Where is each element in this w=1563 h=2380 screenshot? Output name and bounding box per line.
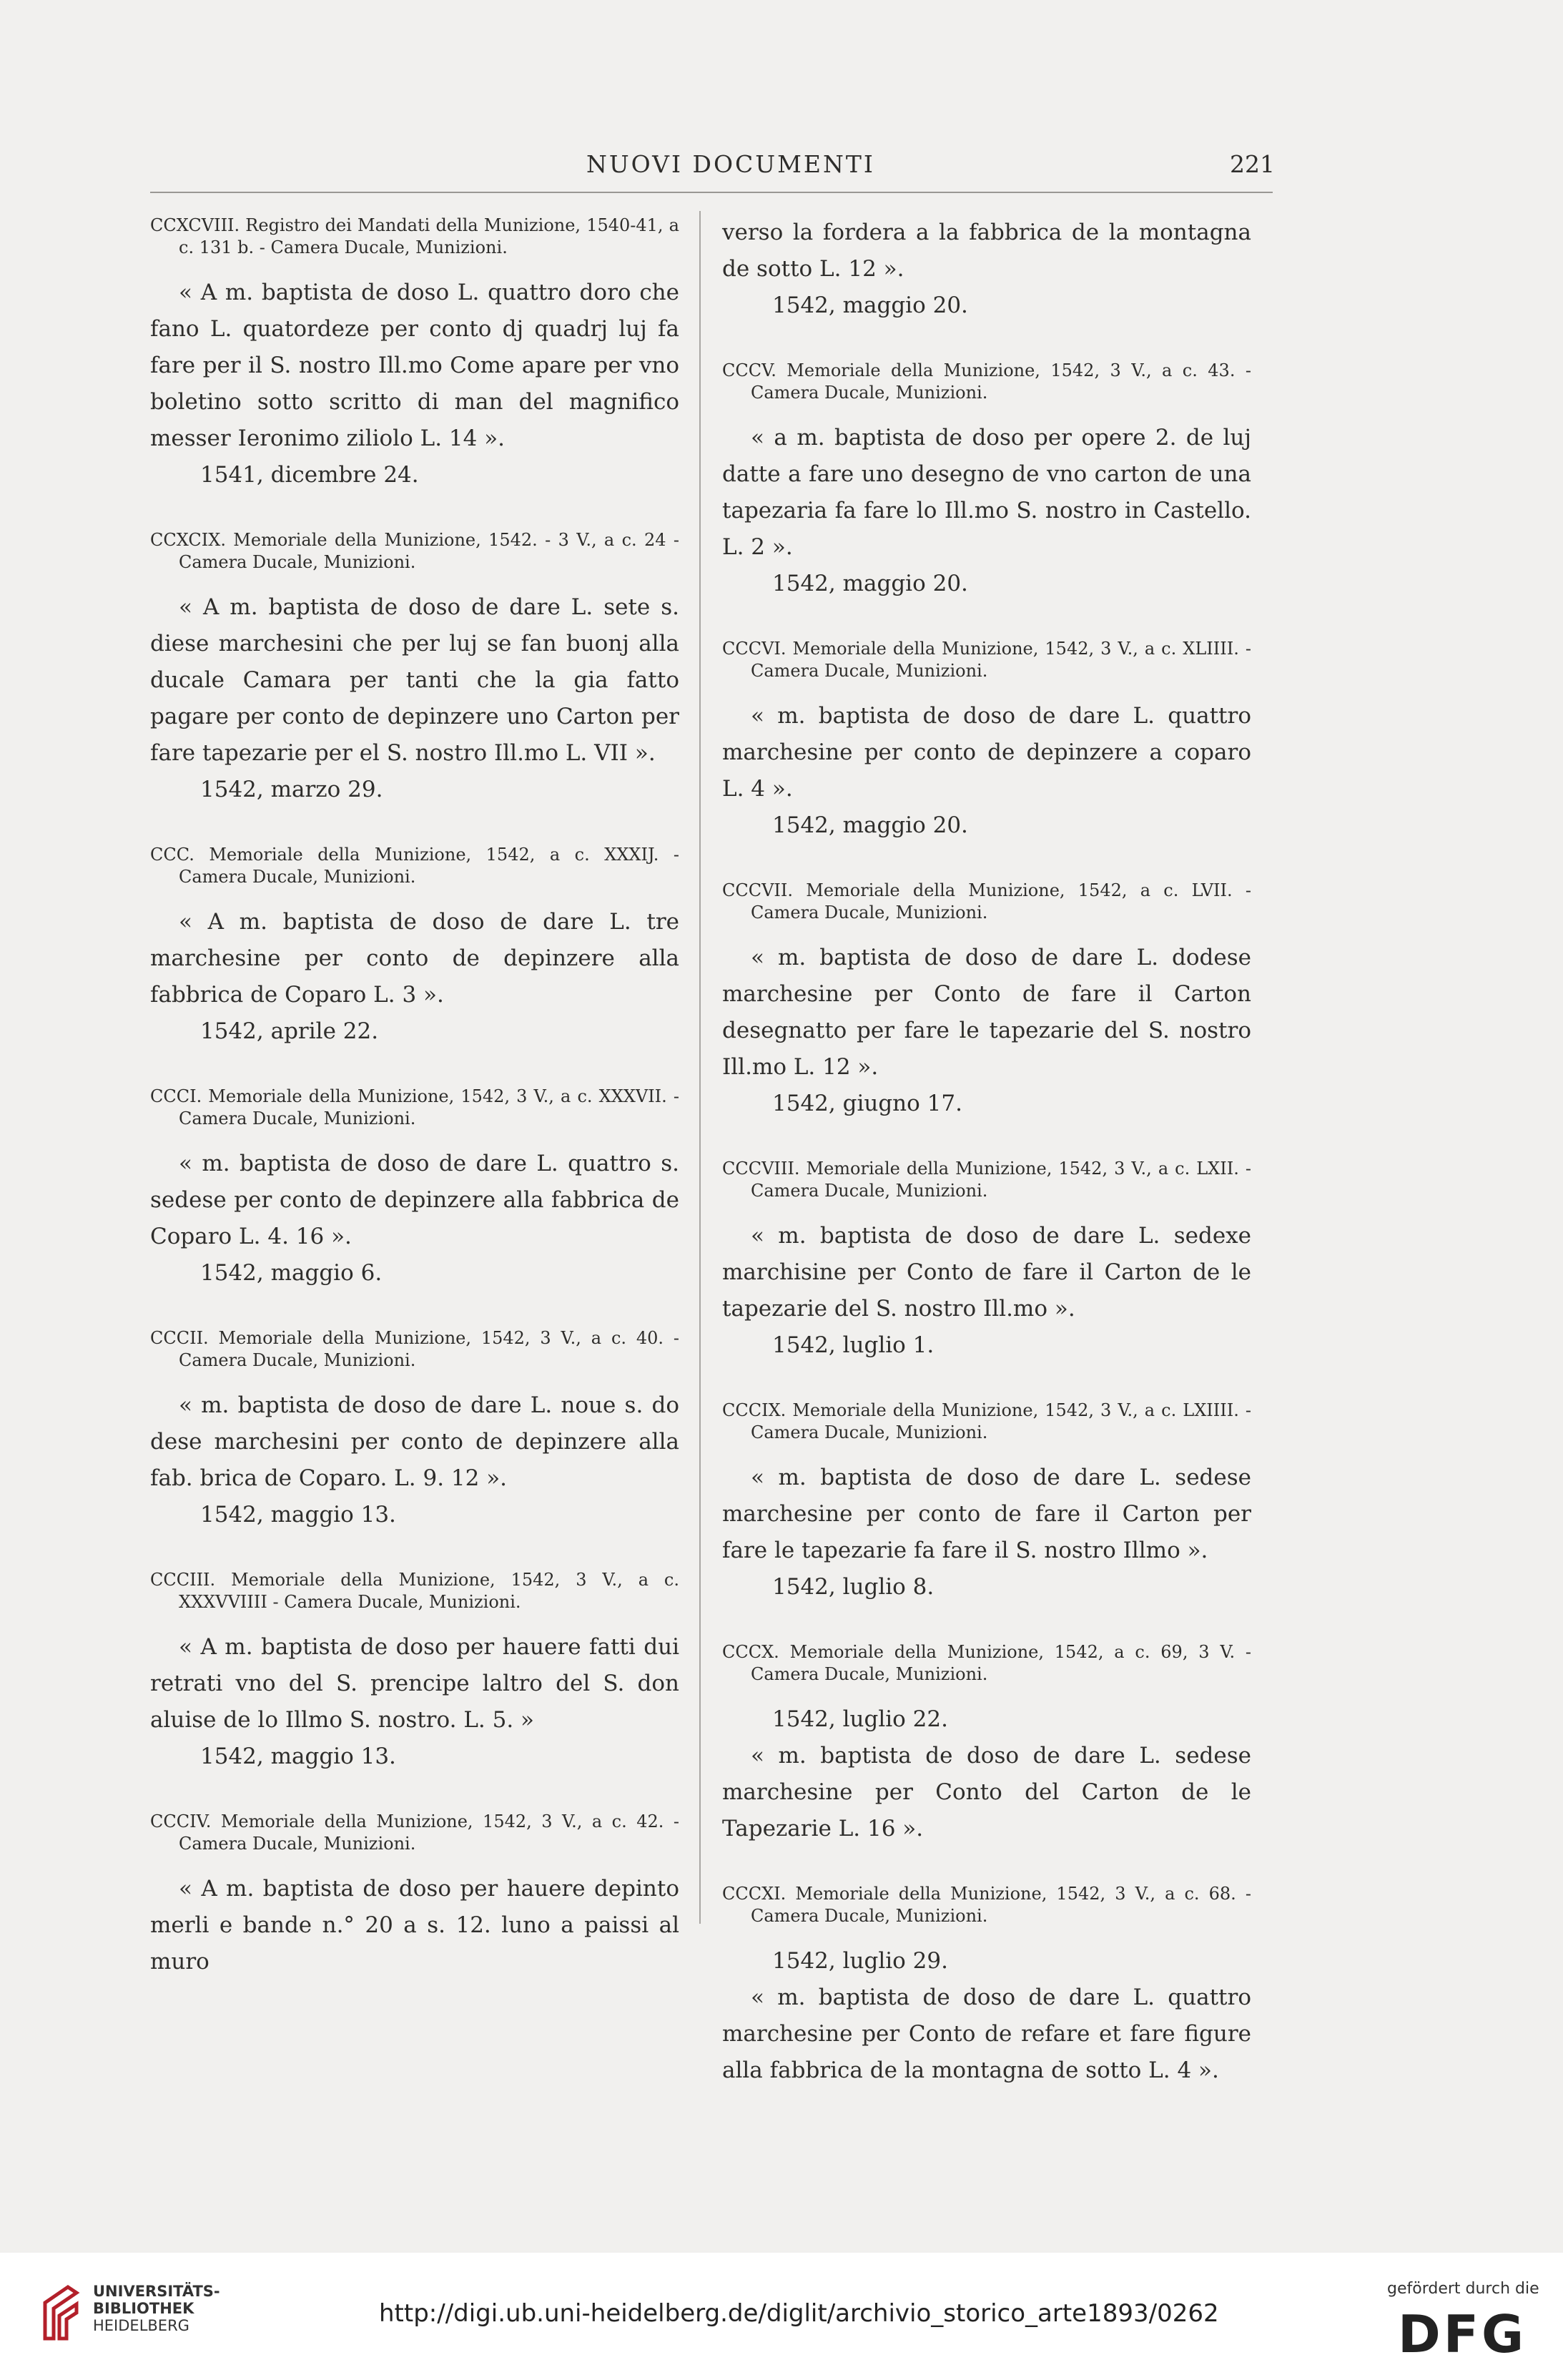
document-entry xyxy=(150,215,679,493)
entry-heading: CCC. Memoriale della Munizione, 1542, a c. XXXIJ. - Camera Ducale, Munizioni. xyxy=(150,845,679,887)
entry-date: 1542, aprile 22. xyxy=(200,1018,379,1044)
entry-heading: CCCII. Memoriale della Munizione, 1542, 3 V., a c. 40. - Camera Ducale, Munizioni. xyxy=(150,1328,679,1370)
entry-text: « m. baptista de doso de dare L. quattro marchesine per conto de depinzere a coparo L. 4 ». xyxy=(722,703,1251,802)
entry-text: « A m. baptista de doso de dare L. sete s. diese marchesini che per luj se fan buonj alla ducale Camara per tanti che la gia fatto pagare per conto de depinzere uno Carton per fare tapezarie per el S. nostro Ill.mo L. VII ». xyxy=(150,594,679,766)
entry-text: « m. baptista de doso de dare L. noue s. do dese marchesini per conto de depinzere alla fab. brica de Coparo. L. 9. 12 ». xyxy=(150,1392,679,1491)
entry-date: 1542, luglio 8. xyxy=(772,1574,935,1600)
document-entry xyxy=(722,880,1251,1122)
entry-heading: CCCVIII. Memoriale della Munizione, 1542, 3 V., a c. LXII. - Camera Ducale, Munizioni. xyxy=(722,1159,1251,1201)
document-entry xyxy=(722,1883,1251,2089)
right-column xyxy=(722,215,1251,2125)
permalink-url[interactable]: http://digi.ub.uni-heidelberg.de/diglit/archivio_storico_arte1893/0262 xyxy=(379,2299,1219,2328)
document-entry xyxy=(722,638,1251,844)
document-entry xyxy=(722,1400,1251,1605)
logo-line: HEIDELBERG xyxy=(93,2317,189,2334)
entry-text: « A m. baptista de doso per hauere fatti dui retrati vno del S. prencipe laltro del S. don aluise de lo Illmo S. nostro. L. 5. » xyxy=(150,1634,679,1733)
document-entry xyxy=(150,1086,679,1292)
entry-date: 1542, luglio 29. xyxy=(772,1948,948,1974)
logo-line: UNIVERSITÄTS- xyxy=(93,2283,220,2300)
document-entry xyxy=(722,1158,1251,1364)
running-head: NUOVI DOCUMENTI xyxy=(586,150,875,178)
entry-date: 1542, maggio 6. xyxy=(200,1260,383,1286)
entry-date: 1542, maggio 20. xyxy=(772,292,968,318)
library-logo-icon xyxy=(39,2281,82,2346)
entry-date: 1542, giugno 17. xyxy=(772,1091,962,1116)
entry-text: « m. baptista de doso de dare L. dodese marchesine per Conto de fare il Carton desegnatto per fare le tapezarie del S. nostro Ill.mo L. 12 ». xyxy=(722,945,1251,1080)
document-entry xyxy=(150,529,679,808)
entry-date: 1542, marzo 29. xyxy=(200,777,383,802)
entry-date: 1542, maggio 20. xyxy=(772,571,968,596)
entry-text: « a m. baptista de doso per opere 2. de luj datte a fare uno desegno de vno carton de una tapezaria fa fare lo Ill.mo S. nostro in Castello. L. 2 ». xyxy=(722,425,1251,560)
entry-date: 1542, maggio 13. xyxy=(200,1744,396,1769)
entry-text: verso la fordera a la fabbrica de la montagna de sotto L. 12 ». xyxy=(722,220,1251,282)
entry-text: « A m. baptista de doso L. quattro doro che fano L. quatordeze per conto dj quadrj luj fa fare per il S. nostro Ill.mo Come apare per vno boletino sotto scritto di man del magnifico messer Ieronimo ziliolo L. 14 ». xyxy=(150,280,679,451)
entry-heading: CCCI. Memoriale della Munizione, 1542, 3 V., a c. XXXVII. - Camera Ducale, Munizioni. xyxy=(150,1086,679,1128)
entry-text: « m. baptista de doso de dare L. sedese marchesine per conto de fare il Carton per fare le tapezarie fa fare il S. nostro Illmo ». xyxy=(722,1465,1251,1563)
entry-heading: CCCVI. Memoriale della Munizione, 1542, 3 V., a c. XLIIII. - Camera Ducale, Munizioni. xyxy=(722,639,1251,681)
document-entry xyxy=(722,360,1251,602)
document-entry xyxy=(150,1811,679,1980)
entry-heading: CCXCIX. Memoriale della Munizione, 1542. - 3 V., a c. 24 - Camera Ducale, Munizioni. xyxy=(150,530,679,572)
page-number: 221 xyxy=(1230,150,1275,178)
entry-heading: CCCIII. Memoriale della Munizione, 1542, 3 V., a c. XXXVVIIII - Camera Ducale, Munizioni. xyxy=(150,1570,679,1612)
entry-text: « m. baptista de doso de dare L. sedese marchesine per Conto del Carton de le Tapezarie L. 16 ». xyxy=(722,1743,1251,1841)
dfg-logo[interactable]: DFG xyxy=(1398,2304,1527,2364)
entry-text: « A m. baptista de doso per hauere depinto merli e bande n.° 20 a s. 12. luno a paissi al muro xyxy=(150,1876,679,1975)
entry-date: 1542, luglio 22. xyxy=(772,1706,948,1732)
entry-heading: CCCIX. Memoriale della Munizione, 1542, 3 V., a c. LXIIII. - Camera Ducale, Munizioni. xyxy=(722,1400,1251,1442)
column-rule xyxy=(699,211,701,1924)
document-entry xyxy=(150,844,679,1050)
library-logo-text[interactable] xyxy=(93,2283,220,2334)
document-entry-continuation xyxy=(722,215,1251,324)
entry-heading: CCCV. Memoriale della Munizione, 1542, 3 V., a c. 43. - Camera Ducale, Munizioni. xyxy=(722,360,1251,403)
header-rule xyxy=(150,192,1273,193)
logo-line: BIBLIOTHEK xyxy=(93,2300,194,2317)
document-entry xyxy=(150,1327,679,1533)
document-entry xyxy=(722,1641,1251,1847)
entry-date: 1542, luglio 1. xyxy=(772,1332,935,1358)
entry-text: « m. baptista de doso de dare L. quattro s. sedese per conto de depinzere alla fabbrica de Coparo L. 4. 16 ». xyxy=(150,1151,679,1249)
entry-heading: CCCXI. Memoriale della Munizione, 1542, 3 V., a c. 68. - Camera Ducale, Munizioni. xyxy=(722,1884,1251,1926)
entry-text: « m. baptista de doso de dare L. sedexe marchisine per Conto de fare il Carton de le tapezarie del S. nostro Ill.mo ». xyxy=(722,1223,1251,1322)
entry-heading: CCCVII. Memoriale della Munizione, 1542, a c. LVII. - Camera Ducale, Munizioni. xyxy=(722,880,1251,923)
entry-text: « A m. baptista de doso de dare L. tre marchesine per conto de depinzere alla fabbrica de Coparo L. 3 ». xyxy=(150,909,679,1008)
entry-date: 1542, maggio 13. xyxy=(200,1502,396,1528)
entry-heading: CCXCVIII. Registro dei Mandati della Munizione, 1540-41, a c. 131 b. - Camera Ducale, Munizioni. xyxy=(150,215,679,257)
entry-date: 1541, dicembre 24. xyxy=(200,462,419,488)
document-entry xyxy=(150,1569,679,1775)
entry-text: « m. baptista de doso de dare L. quattro marchesine per Conto de refare et fare figure alla fabbrica de la montagna de sotto L. 4 ». xyxy=(722,1985,1251,2083)
funded-by-label: gefördert durch die xyxy=(1387,2280,1539,2298)
viewer-footer xyxy=(0,2253,1563,2380)
entry-heading: CCCX. Memoriale della Munizione, 1542, a c. 69, 3 V. - Camera Ducale, Munizioni. xyxy=(722,1642,1251,1684)
left-column xyxy=(150,215,679,2016)
entry-heading: CCCIV. Memoriale della Munizione, 1542, 3 V., a c. 42. - Camera Ducale, Munizioni. xyxy=(150,1811,679,1854)
entry-date: 1542, maggio 20. xyxy=(772,812,968,838)
